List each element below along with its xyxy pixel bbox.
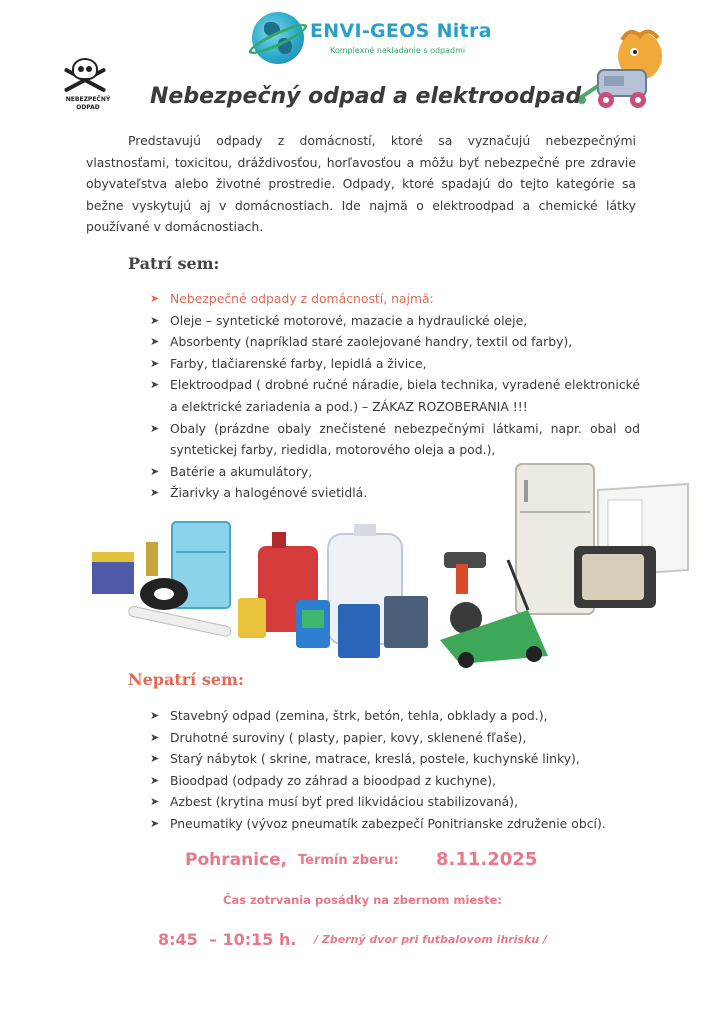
collection-date: 8.11.2025 [436, 849, 538, 870]
arrow-bullet-icon: ➤ [150, 421, 160, 435]
car-battery-icon [384, 596, 428, 648]
arrow-bullet-icon: ➤ [150, 335, 160, 349]
page-title: Nebezpečný odpad a elektroodpad [150, 84, 582, 109]
list-item: ➤ Farby, tlačiarenské farby, lepidlá a živice, [150, 353, 640, 375]
list-item: ➤ Oleje – syntetické motorové, mazacie a hydraulické oleje, [150, 310, 640, 332]
list-item: ➤ Batérie a akumulátory, [150, 461, 640, 483]
arrow-bullet-icon: ➤ [150, 773, 160, 787]
list-item: ➤ Azbest (krytina musí byť pred likvidáciou stabilizovaná), [150, 791, 640, 813]
collection-term-label: Termín zberu: [298, 853, 399, 868]
arrow-bullet-icon: ➤ [150, 464, 160, 478]
list-item: ➤ Obaly (prázdne obaly znečistené nebezpečnými látkami, napr. obal od syntetickej farby, riedidla, motorového oleja a pod.), [150, 418, 640, 461]
arrow-bullet-icon: ➤ [150, 730, 160, 744]
arrow-bullet-icon: ➤ [150, 816, 160, 830]
list-item: ➤ Nebezpečné odpady z domácností, najmä: [150, 288, 640, 310]
fluorescent-tube-icon [128, 606, 232, 637]
drill-icon [444, 552, 486, 594]
list-item: ➤ Starý nábytok ( skrine, matrace, kreslá, postele, kuchynské linky), [150, 748, 640, 770]
logo-title: ENVI-GEOS Nitra [310, 20, 492, 42]
collection-time: 8:45 – 10:15 h. [158, 930, 297, 949]
arrow-bullet-icon: ➤ [150, 356, 160, 370]
tire-icon [140, 578, 188, 610]
hazard-symbol [56, 52, 116, 118]
mascot-illustration [578, 26, 674, 112]
collection-place: / Zberný dvor pri futbalovom ihrisku / [314, 933, 548, 946]
globe-icon [252, 12, 304, 64]
list-item: ➤ Stavebný odpad (zemina, štrk, betón, tehla, obklady a pod.), [150, 705, 640, 727]
collection-duration-note: Čas zotrvania posádky na zbernom mieste: [223, 893, 502, 907]
list-item: ➤ Elektroodpad ( drobné ručné náradie, biela technika, vyradené elektronické a elektrické zariadenia a pod.) – ZÁKAZ ROZOBERANIA !!! [150, 374, 640, 417]
arrow-bullet-icon: ➤ [150, 795, 160, 809]
intro-paragraph: Predstavujú odpady z domácností, ktoré sa vyznačujú nebezpečnými vlastnosťami, toxicitou, dráždivosťou, horľavosťou a môžu byť nebezpečné pre zdravie obyvateľstva alebo životné prostredie. Odpady, ktoré spadajú do tejto kategórie sa bežne vyskytujú aj v domácnostiach. Ide najmä o elektroodpad a chemické látky používané v domácnostiach. [86, 133, 636, 234]
arrow-bullet-icon: ➤ [150, 292, 160, 305]
hazard-box-icon [338, 604, 380, 658]
company-logo [252, 12, 492, 70]
logo-subtitle: Komplexné nakladanie s odpadmi [330, 46, 466, 55]
list-item: ➤ Bioodpad (odpady zo záhrad a bioodpad z kuchyne), [150, 770, 640, 792]
arrow-bullet-icon: ➤ [150, 752, 160, 766]
car-battery-icon [92, 552, 134, 594]
arrow-bullet-icon: ➤ [150, 486, 160, 500]
blue-container-icon [296, 600, 330, 648]
tv-icon [574, 546, 656, 608]
arrow-bullet-icon: ➤ [150, 709, 160, 722]
hazard-label: NEBEZPEČNÝ ODPAD [65, 96, 111, 111]
list-item: ➤ Absorbenty (napríklad staré zaolejované handry, textil od farby), [150, 331, 640, 353]
list-item: ➤ Pneumatiky (vývoz pneumatík zabezpečí Ponitrianske združenie obcí). [150, 813, 640, 835]
arrow-bullet-icon: ➤ [150, 313, 160, 327]
yellow-canister-icon [238, 598, 266, 638]
belongs-heading: Patrí sem: [128, 254, 220, 273]
list-item: ➤ Druhotné suroviny ( plasty, papier, kovy, sklenené fľaše), [150, 727, 640, 749]
arrow-bullet-icon: ➤ [150, 378, 160, 392]
not-belongs-list [150, 705, 640, 835]
list-item: ➤ Žiarivky a halogénové svietidlá. [150, 482, 640, 504]
battery-icon [146, 542, 158, 576]
collection-town: Pohranice, [185, 850, 288, 870]
not-belongs-heading: Nepatrí sem: [128, 670, 244, 689]
waste-items-illustration [88, 460, 693, 670]
skull-icon [72, 58, 98, 80]
